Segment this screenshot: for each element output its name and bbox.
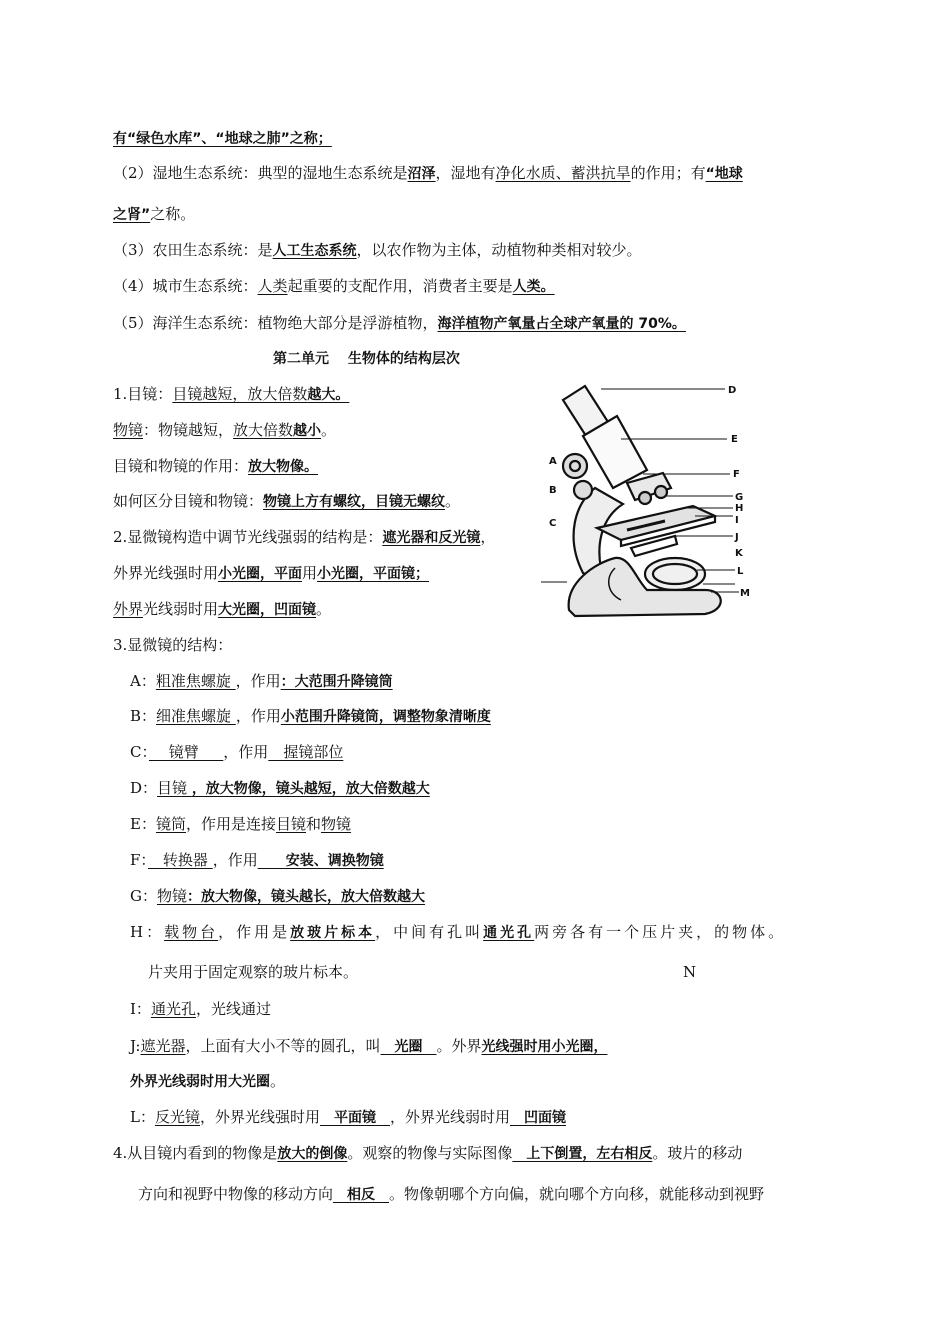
- text-segment: 。: [321, 421, 337, 439]
- text-segment: 载物台: [164, 923, 219, 941]
- diagram-label-k: K: [735, 548, 743, 559]
- diagram-label-f: F: [733, 469, 740, 480]
- text-segment: 通光孔: [150, 1000, 196, 1018]
- text-segment: 。: [445, 492, 461, 510]
- text-segment: 目镜和物镜的作用：: [113, 457, 249, 475]
- text-line: [130, 1071, 285, 1092]
- text-line: [113, 128, 332, 149]
- text-line: [113, 313, 686, 334]
- text-segment: 外界: [113, 600, 144, 618]
- text-segment: 放玻片标本: [290, 925, 376, 941]
- diagram-label-i: I: [735, 515, 739, 526]
- text-segment: 放大的倒像: [277, 1146, 348, 1162]
- text-segment: ，中间有孔叫: [375, 923, 484, 941]
- text-segment: L：: [130, 1108, 155, 1126]
- text-segment: （5）海洋生态系统：植物绝大部分是浮游植物，: [113, 314, 438, 332]
- text-segment: 越小: [293, 423, 322, 439]
- text-segment: 转换器: [147, 851, 213, 869]
- text-line: [113, 456, 318, 477]
- text-line: [273, 348, 460, 369]
- text-line: [130, 1107, 566, 1128]
- text-line: [148, 962, 358, 982]
- text-line: [113, 204, 195, 225]
- text-segment: 光线强时用小光圈，: [481, 1039, 608, 1055]
- text-segment: 相反: [333, 1187, 390, 1203]
- text-segment: I：: [130, 1000, 151, 1018]
- text-line: [113, 491, 460, 512]
- text-segment: ，作用: [212, 851, 258, 869]
- text-segment: 人工生态系统: [272, 243, 357, 259]
- text-segment: ，光线通过: [195, 1000, 271, 1018]
- text-segment: G：: [130, 887, 157, 905]
- text-line: [130, 1036, 608, 1057]
- text-segment: ，: [480, 528, 496, 546]
- text-segment: 之肾”: [113, 207, 151, 223]
- text-segment: ，作用是: [218, 923, 291, 941]
- text-segment: ，外界光线强时用: [199, 1108, 320, 1126]
- text-segment: 小光圈，平面: [218, 566, 303, 582]
- text-segment: 。物像朝哪个方向偏，就向哪个方向移，就能移动到视野: [389, 1185, 765, 1203]
- text-line: [130, 999, 271, 1019]
- text-segment: J:: [130, 1037, 141, 1055]
- text-line: [113, 527, 495, 548]
- text-segment: 沼泽: [407, 166, 436, 182]
- text-segment: 方向和视野中物像的移动方向: [138, 1185, 334, 1203]
- text-segment: （3）农田生态系统：是: [113, 241, 273, 259]
- text-segment: 通光孔: [483, 925, 535, 941]
- text-segment: 第二单元 生物体的结构层次: [273, 351, 460, 367]
- text-segment: 目镜: [157, 779, 192, 797]
- text-segment: 平面镜: [320, 1110, 390, 1126]
- text-segment: 安装、调换物镜: [257, 853, 384, 869]
- text-line: [130, 778, 430, 799]
- text-line: [113, 276, 555, 297]
- text-line: [113, 599, 331, 620]
- text-segment: 1.目镜：: [113, 385, 173, 403]
- text-segment: H：: [130, 923, 165, 941]
- text-segment: 光圈: [380, 1039, 437, 1055]
- text-segment: 物镜上方有螺纹，目镜无螺纹: [263, 494, 446, 510]
- text-segment: （4）城市生态系统：: [113, 277, 258, 295]
- text-line: [113, 420, 336, 441]
- text-segment: A：: [130, 672, 156, 690]
- text-segment: 上下倒置，左右相反: [512, 1146, 653, 1162]
- text-segment: 2.显微镜构造中调节光线强弱的结构是：: [113, 528, 383, 546]
- text-segment: 遮光器: [140, 1037, 186, 1055]
- diagram-label-h: H: [735, 503, 744, 514]
- text-line: [113, 1143, 742, 1164]
- text-segment: 小光圈，平面镜；: [317, 566, 430, 582]
- text-line: [130, 850, 384, 871]
- text-segment: ，放大物像，镜头越短，放大倍数越大: [191, 781, 430, 797]
- text-segment: 镜筒: [155, 815, 186, 833]
- text-segment: 。观察的物像与实际图像: [347, 1144, 513, 1162]
- text-segment: 放大倍数: [233, 421, 294, 439]
- text-segment: 如何区分目镜和物镜：: [113, 492, 264, 510]
- diagram-label-j: J: [735, 532, 739, 543]
- text-segment: 光线弱时用: [143, 600, 219, 618]
- diagram-label-e: E: [731, 434, 738, 445]
- text-line: [130, 706, 491, 727]
- text-segment: 片夹用于固定观察的玻片标本。: [148, 963, 359, 981]
- text-segment: “地球: [705, 166, 743, 182]
- text-line: [138, 1184, 764, 1205]
- text-segment: 人类: [257, 277, 288, 295]
- text-segment: 细准焦螺旋: [156, 707, 236, 725]
- text-segment: 目镜越短，放大倍数: [172, 385, 308, 403]
- diagram-label-m: M: [740, 588, 750, 599]
- diagram-label-a: A: [549, 456, 557, 467]
- text-segment: 粗准焦螺旋: [155, 672, 236, 690]
- text-segment: C：: [130, 743, 149, 761]
- text-segment: 遮光器和反光镜: [382, 530, 481, 546]
- text-line: [130, 886, 425, 907]
- text-segment: ，作用: [235, 707, 281, 725]
- text-segment: ，作用: [235, 672, 281, 690]
- text-segment: 4.从目镜内看到的物像是: [113, 1144, 278, 1162]
- text-line: [113, 635, 232, 655]
- text-segment: 物镜: [113, 421, 144, 439]
- text-segment: 反光镜: [154, 1108, 200, 1126]
- text-line: [130, 671, 393, 692]
- text-segment: 外界光线弱时用大光圈: [130, 1074, 270, 1090]
- text-segment: F：: [130, 851, 148, 869]
- diagram-label-b: B: [549, 485, 557, 496]
- text-segment: 人类。: [512, 279, 555, 295]
- text-line: [130, 922, 786, 943]
- text-segment: 海洋植物产氧量占全球产氧量的 70%。: [437, 316, 686, 332]
- diagram-label-c: C: [549, 518, 557, 529]
- text-segment: B：: [130, 707, 157, 725]
- text-segment: 小范围升降镜筒，调整物象清晰度: [280, 709, 491, 725]
- text-line: [130, 814, 351, 834]
- text-segment: 放大物像。: [248, 459, 319, 475]
- text-line: [130, 742, 343, 762]
- text-line: [113, 240, 642, 261]
- text-segment: 。玻片的移动: [652, 1144, 743, 1162]
- text-segment: 镜臂: [148, 743, 224, 761]
- text-segment: 的作用；有: [630, 164, 706, 182]
- text-segment: （2）湿地生态系统：典型的湿地生态系统是: [113, 164, 408, 182]
- text-segment: D：: [130, 779, 158, 797]
- diagram-label-g: G: [735, 492, 744, 503]
- text-segment: ，作用: [223, 743, 269, 761]
- text-segment: ，上面有大小不等的圆孔，叫: [185, 1037, 381, 1055]
- text-line: [683, 962, 696, 982]
- text-segment: 。外界: [436, 1037, 482, 1055]
- text-segment: ，作用是连接: [185, 815, 276, 833]
- text-segment: ，以农作物为主体，动植物种类相对较少。: [356, 241, 642, 259]
- text-segment: 。: [316, 600, 332, 618]
- text-segment: ：放大物像，镜头越长，放大倍数越大: [187, 889, 425, 905]
- text-segment: N: [683, 963, 697, 981]
- microscope-diagram: [535, 378, 765, 623]
- text-segment: 外界光线强时用: [113, 564, 219, 582]
- text-segment: E：: [130, 815, 156, 833]
- diagram-label-d: D: [728, 385, 737, 396]
- text-segment: 净化水质、蓄洪抗旱: [495, 164, 631, 182]
- text-segment: 目镜: [275, 815, 306, 833]
- text-segment: ，外界光线弱时用: [390, 1108, 511, 1126]
- text-segment: 起重要的支配作用，消费者主要是: [287, 277, 513, 295]
- text-segment: 大光圈，凹面镜: [218, 602, 317, 618]
- text-segment: 两旁各有一个压片夹，的物体。: [534, 923, 787, 941]
- text-segment: 握镜部位: [268, 743, 344, 761]
- text-segment: ，湿地有: [435, 164, 496, 182]
- text-segment: 物镜: [321, 815, 352, 833]
- text-segment: 物镜: [156, 887, 187, 905]
- text-segment: 用: [302, 564, 318, 582]
- text-line: [113, 163, 743, 184]
- text-segment: 3.显微镜的结构：: [113, 636, 233, 654]
- text-line: [113, 563, 429, 584]
- text-segment: 。: [270, 1072, 286, 1090]
- text-segment: ：物镜越短，: [143, 421, 234, 439]
- text-line: [113, 384, 349, 405]
- diagram-label-l: L: [737, 566, 744, 577]
- text-segment: 凹面镜: [510, 1110, 567, 1126]
- text-segment: 之称。: [150, 205, 196, 223]
- text-segment: ：大范围升降镜筒: [280, 674, 393, 690]
- text-segment: 有“绿色水库”、“地球之肺”之称；: [113, 131, 332, 147]
- text-segment: 和: [306, 815, 322, 833]
- text-segment: 越大。: [307, 387, 350, 403]
